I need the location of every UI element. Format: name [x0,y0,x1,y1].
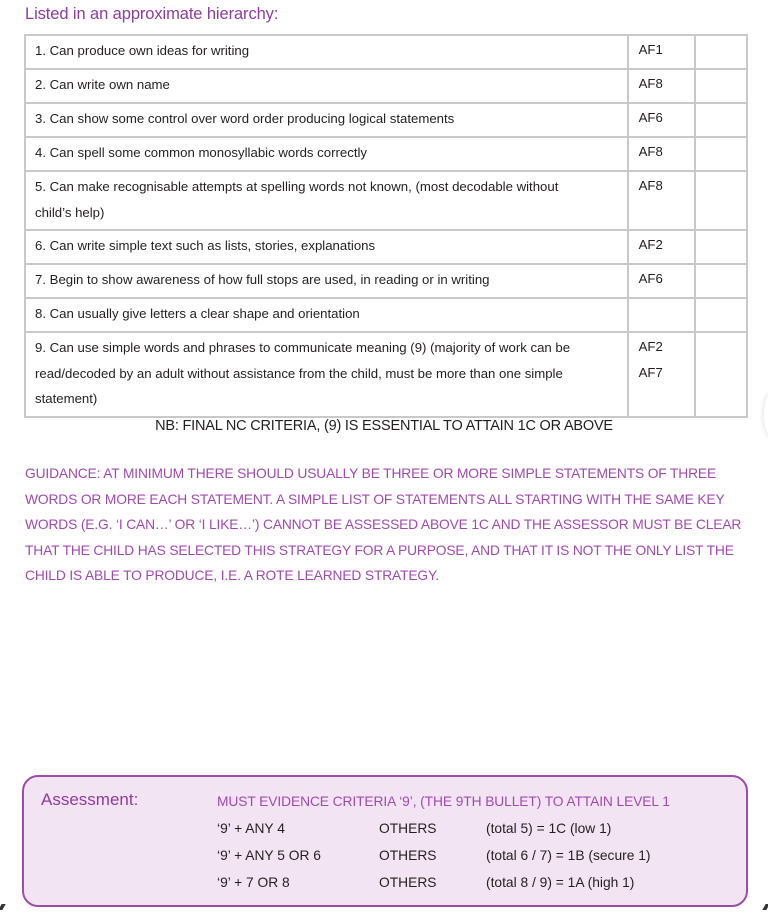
criterion-description [25,230,628,264]
assessment-focus [628,35,695,69]
assessment-focus [628,298,695,332]
table-row [25,332,747,417]
nb-note: NB: FINAL NC CRITERIA, (9) IS ESSENTIAL TO ATTAIN 1C OR ABOVE [155,418,613,434]
rule-condition: ‘9’ + ANY 4 [217,821,285,836]
table-row [25,264,747,298]
criterion-description [25,35,628,69]
check-cell[interactable] [695,103,747,137]
check-cell[interactable] [695,137,747,171]
table-row [25,298,747,332]
assessment-focus [628,264,695,298]
table-row [25,103,747,137]
guidance-line: GUIDANCE: AT MINIMUM THERE SHOULD USUALLY BE THREE OR MORE SIMPLE STATEMENTS OF THREE [25,466,717,481]
criterion-text: 3. Can show some control over word order producing logical statements [35,111,455,126]
criterion-description [25,332,628,417]
af-code [639,300,694,326]
check-cell[interactable] [695,35,747,69]
af-code: AF8 [638,144,663,159]
assessment-focus [628,137,695,171]
criterion-text: 8. Can usually give letters a clear shape and orientation [35,306,360,321]
check-cell[interactable] [695,171,747,230]
guidance-line: CHILD IS ABLE TO PRODUCE, I.E. A ROTE LEARNED STRATEGY. [25,568,439,584]
af-code: AF8 [638,76,663,91]
assessment-focus [628,332,695,417]
crop-mark [762,904,768,910]
af-code: AF2 [638,237,663,252]
assessment-focus [628,230,695,264]
rule-others: OTHERS [379,875,437,890]
check-cell[interactable] [695,264,747,298]
af-code: AF6 [638,271,663,286]
table-row [25,69,747,103]
criterion-text: child’s help) [35,204,105,220]
table-row [25,171,747,230]
criterion-description [25,103,628,137]
criterion-text: statement) [35,391,98,406]
assessment-focus [628,103,695,137]
table-row [25,137,747,171]
criterion-text: 2. Can write own name [35,77,170,92]
rule-others: OTHERS [379,848,437,863]
guidance-line: WORDS OR MORE EACH STATEMENT. A SIMPLE LIST OF STATEMENTS ALL STARTING WITH THE SAME KEY [25,491,725,507]
crop-mark [0,904,6,910]
section-heading: Listed in an approximate hierarchy: [25,5,279,23]
criterion-text: read/decoded by an adult without assistance from the child, must be more than one simple [35,365,563,381]
criterion-description [25,264,628,298]
table-row [25,35,747,69]
af-code: AF8 [638,178,663,193]
criterion-text: 4. Can spell some common monosyllabic words correctly [35,145,368,160]
criterion-description [25,171,628,230]
rule-result: (total 5) = 1C (low 1) [486,821,612,836]
criterion-description [25,69,628,103]
criteria-table [24,34,748,418]
assessment-label: Assessment: [41,790,139,809]
table-row [25,230,747,264]
criterion-text: 5. Can make recognisable attempts at spelling words not known, (most decodable without [35,179,559,194]
guidance-line: THAT THE CHILD HAS SELECTED THIS STRATEGY FOR A PURPOSE, AND THAT IT IS NOT THE ONLY LIST THE [25,542,734,558]
criterion-description [25,137,628,171]
af-code: AF6 [638,110,663,125]
rule-others: OTHERS [379,821,437,836]
rule-condition: ‘9’ + 7 OR 8 [217,875,290,890]
check-cell[interactable] [695,69,747,103]
guidance-text [25,461,750,589]
assessment-focus [628,171,695,230]
af-code: AF1 [638,42,663,57]
af-code: AF7 [638,364,663,380]
criterion-text: 7. Begin to show awareness of how full stops are used, in reading or in writing [35,272,490,287]
assessment-requirement: MUST EVIDENCE CRITERIA ‘9’, (THE 9TH BULLET) TO ATTAIN LEVEL 1 [217,794,670,809]
af-code: AF2 [638,339,663,354]
assessment-focus [628,69,695,103]
guidance-line: WORDS (E.G. ‘I CAN…’ OR ‘I LIKE…’) CANNOT BE ASSESSED ABOVE 1C AND THE ASSESSOR MUST BE CLEAR [25,517,742,533]
check-cell[interactable] [695,230,747,264]
criterion-description [25,298,628,332]
assessment-box [22,775,748,907]
criterion-text: 1. Can produce own ideas for writing [35,43,250,58]
rule-result: (total 8 / 9) = 1A (high 1) [486,875,635,890]
criterion-text: 6. Can write simple text such as lists, stories, explanations [35,238,376,253]
criterion-text: 9. Can use simple words and phrases to communicate meaning (9) (majority of work can be [35,340,571,355]
check-cell[interactable] [695,298,747,332]
rule-condition: ‘9’ + ANY 5 OR 6 [217,848,321,863]
rule-result: (total 6 / 7) = 1B (secure 1) [486,848,651,863]
check-cell[interactable] [695,332,747,417]
